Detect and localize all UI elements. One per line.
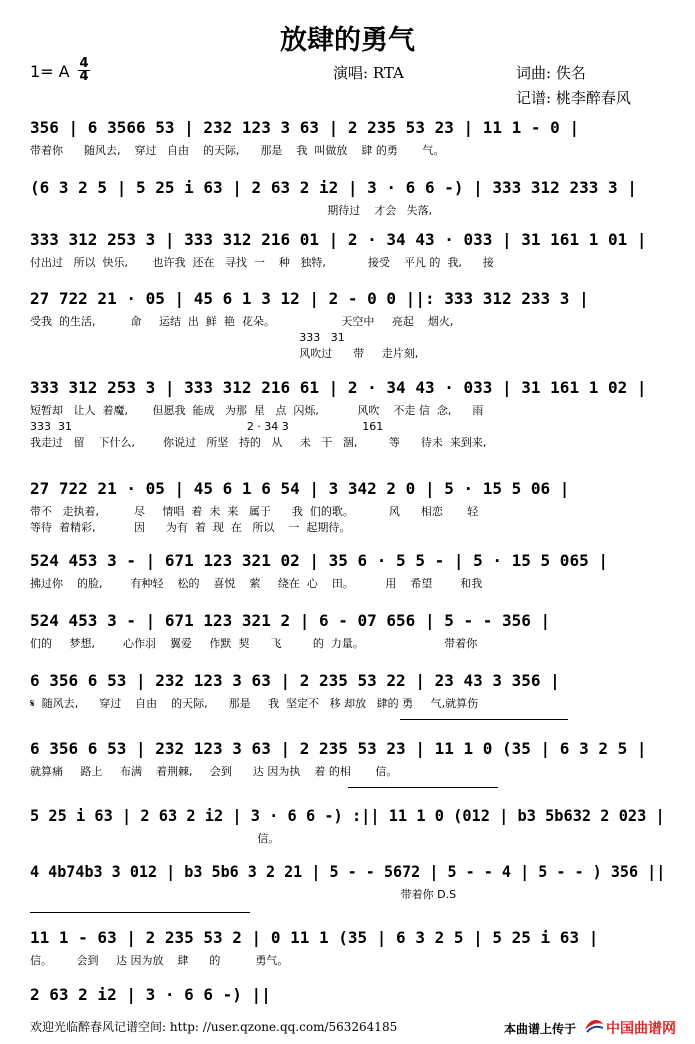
notation-line: 11 1 - 63 | 2 235 53 2 | 0 11 1 (35 | 6 3 2 5 | 5 25 i 63 | [30,928,599,947]
notation-line: 5 25 i 63 | 2 63 2 i2 | 3 · 6 6 -) :|| 11 1 0 (012 | b3 5b632 2 023 | [30,806,665,825]
lyric-line: 受我 的生活, 命 运结 出 鲜 艳 花朵。 天空中 亮起 烟火, [30,315,454,328]
notation-line: 333 312 253 3 | 333 312 216 61 | 2 · 34 43 · 033 | 31 161 1 02 | [30,378,647,397]
time-signature [78,58,90,83]
lyric-line: 风吹过 带 走片刻, [30,347,419,360]
notation-line: 333 312 253 3 | 333 312 216 01 | 2 · 34 43 · 033 | 31 161 1 01 | [30,230,647,249]
lyric-line: 带着你 随风去, 穿过 自由 的天际, 那是 我 叫做放 肆 的勇 气。 [30,144,445,157]
notation-line: 2 63 2 i2 | 3 · 6 6 -) || [30,985,271,1004]
lyric-line: 付出过 所以 快乐, 也许我 还在 寻找 一 种 独特, 接受 平凡 的 我, 接 [30,256,494,269]
time-denominator: 4 [79,69,89,84]
notation-line: 27 722 21 · 05 | 45 6 1 6 54 | 3 342 2 0 | 5 · 15 5 06 | [30,479,570,498]
singer-credit: 演唱: RTA [333,64,404,82]
notation-line: 6 356 6 53 | 232 123 3 63 | 2 235 53 23 | 11 1 0 (35 | 6 3 2 5 | [30,739,647,758]
lyric-line: 拂过你 的脸, 有种轻 松的 喜悦 萦 绕在 心 田。 用 希望 和我 [30,577,483,590]
notation-line: 524 453 3 - | 671 123 321 2 | 6 - 07 656 | 5 - - 356 | [30,611,551,630]
notation-line: 6 356 6 53 | 232 123 3 63 | 2 235 53 22 | 23 43 3 356 | [30,671,560,690]
lyric-line: 我走过 留 下什么, 你说过 所坚 持的 从 未 干 涸, 等 待未 来到来, [30,436,487,449]
footer-site-name: 中国曲谱网 [606,1021,676,1037]
key-signature: 1= A [30,62,70,81]
volta-line-2 [348,787,498,788]
notation-line: 356 | 6 3566 53 | 232 123 3 63 | 2 235 53 23 | 11 1 - 0 | [30,118,580,137]
notation-line: 27 722 21 · 05 | 45 6 1 3 12 | 2 - 0 0 ||: 333 312 233 3 | [30,289,589,308]
lyric-line: 们的 梦想, 心作羽 翼爱 作默 契 飞 的 力量。 带着你 [30,637,478,650]
lyric-line: 期待过 才会 失落, [30,204,433,217]
lyric-line: 333 31 2 · 34 3 161 [30,420,384,433]
lyric-line: 𝄋 随风去, 穿过 自由 的天际, 那是 我 坚定不 移 却放 肆的 勇 气,就算伤 [30,697,479,710]
footer-upload-note: 本曲谱上传于 [504,1022,577,1036]
footer-welcome: 欢迎光临醉春风记谱空间: http: //user.qzone.qq.com/563264185 [30,1020,398,1034]
time-numerator: 4 [79,56,89,71]
volta-line-1 [400,719,568,720]
composer-credit: 词曲: 佚名 [516,64,586,82]
lyric-line: 带不 走执着, 尽 情唱 着 未 来 属于 我 们的歌。 风 相恋 轻 [30,505,479,518]
lyric-line: 信。 [30,832,280,845]
lyric-line: 333 31 [30,331,345,344]
lyric-line: 等待 着精彩, 因 为有 着 现 在 所以 一 起期待。 [30,521,351,534]
lyric-line: 带着你 D.S [30,888,457,901]
transcriber-credit: 记谱: 桃李醉春风 [516,89,631,107]
notation-line: 4 4b74b3 3 012 | b3 5b6 3 2 21 | 5 - - 5672 | 5 - - 4 | 5 - - ) 356 || [30,862,666,881]
volta-line-3 [30,912,250,913]
notation-line: 524 453 3 - | 671 123 321 02 | 35 6 · 5 5 - | 5 · 15 5 065 | [30,551,608,570]
site-logo-icon [583,1016,605,1034]
lyric-line: 短暂却 让人 着魔, 但愿我 能成 为那 星 点 闪烁, 风吹 不走 信 念, 雨 [30,404,484,417]
lyric-line: 就算痛 路上 布满 着荆棘, 会到 达 因为执 着 的相 信。 [30,765,398,778]
song-title: 放肆的勇气 [280,25,415,56]
notation-line: (6 3 2 5 | 5 25 i 63 | 2 63 2 i2 | 3 · 6 6 -) | 333 312 233 3 | [30,178,637,197]
lyric-line: 信。 会到 达 因为放 肆 的 勇气。 [30,954,289,967]
